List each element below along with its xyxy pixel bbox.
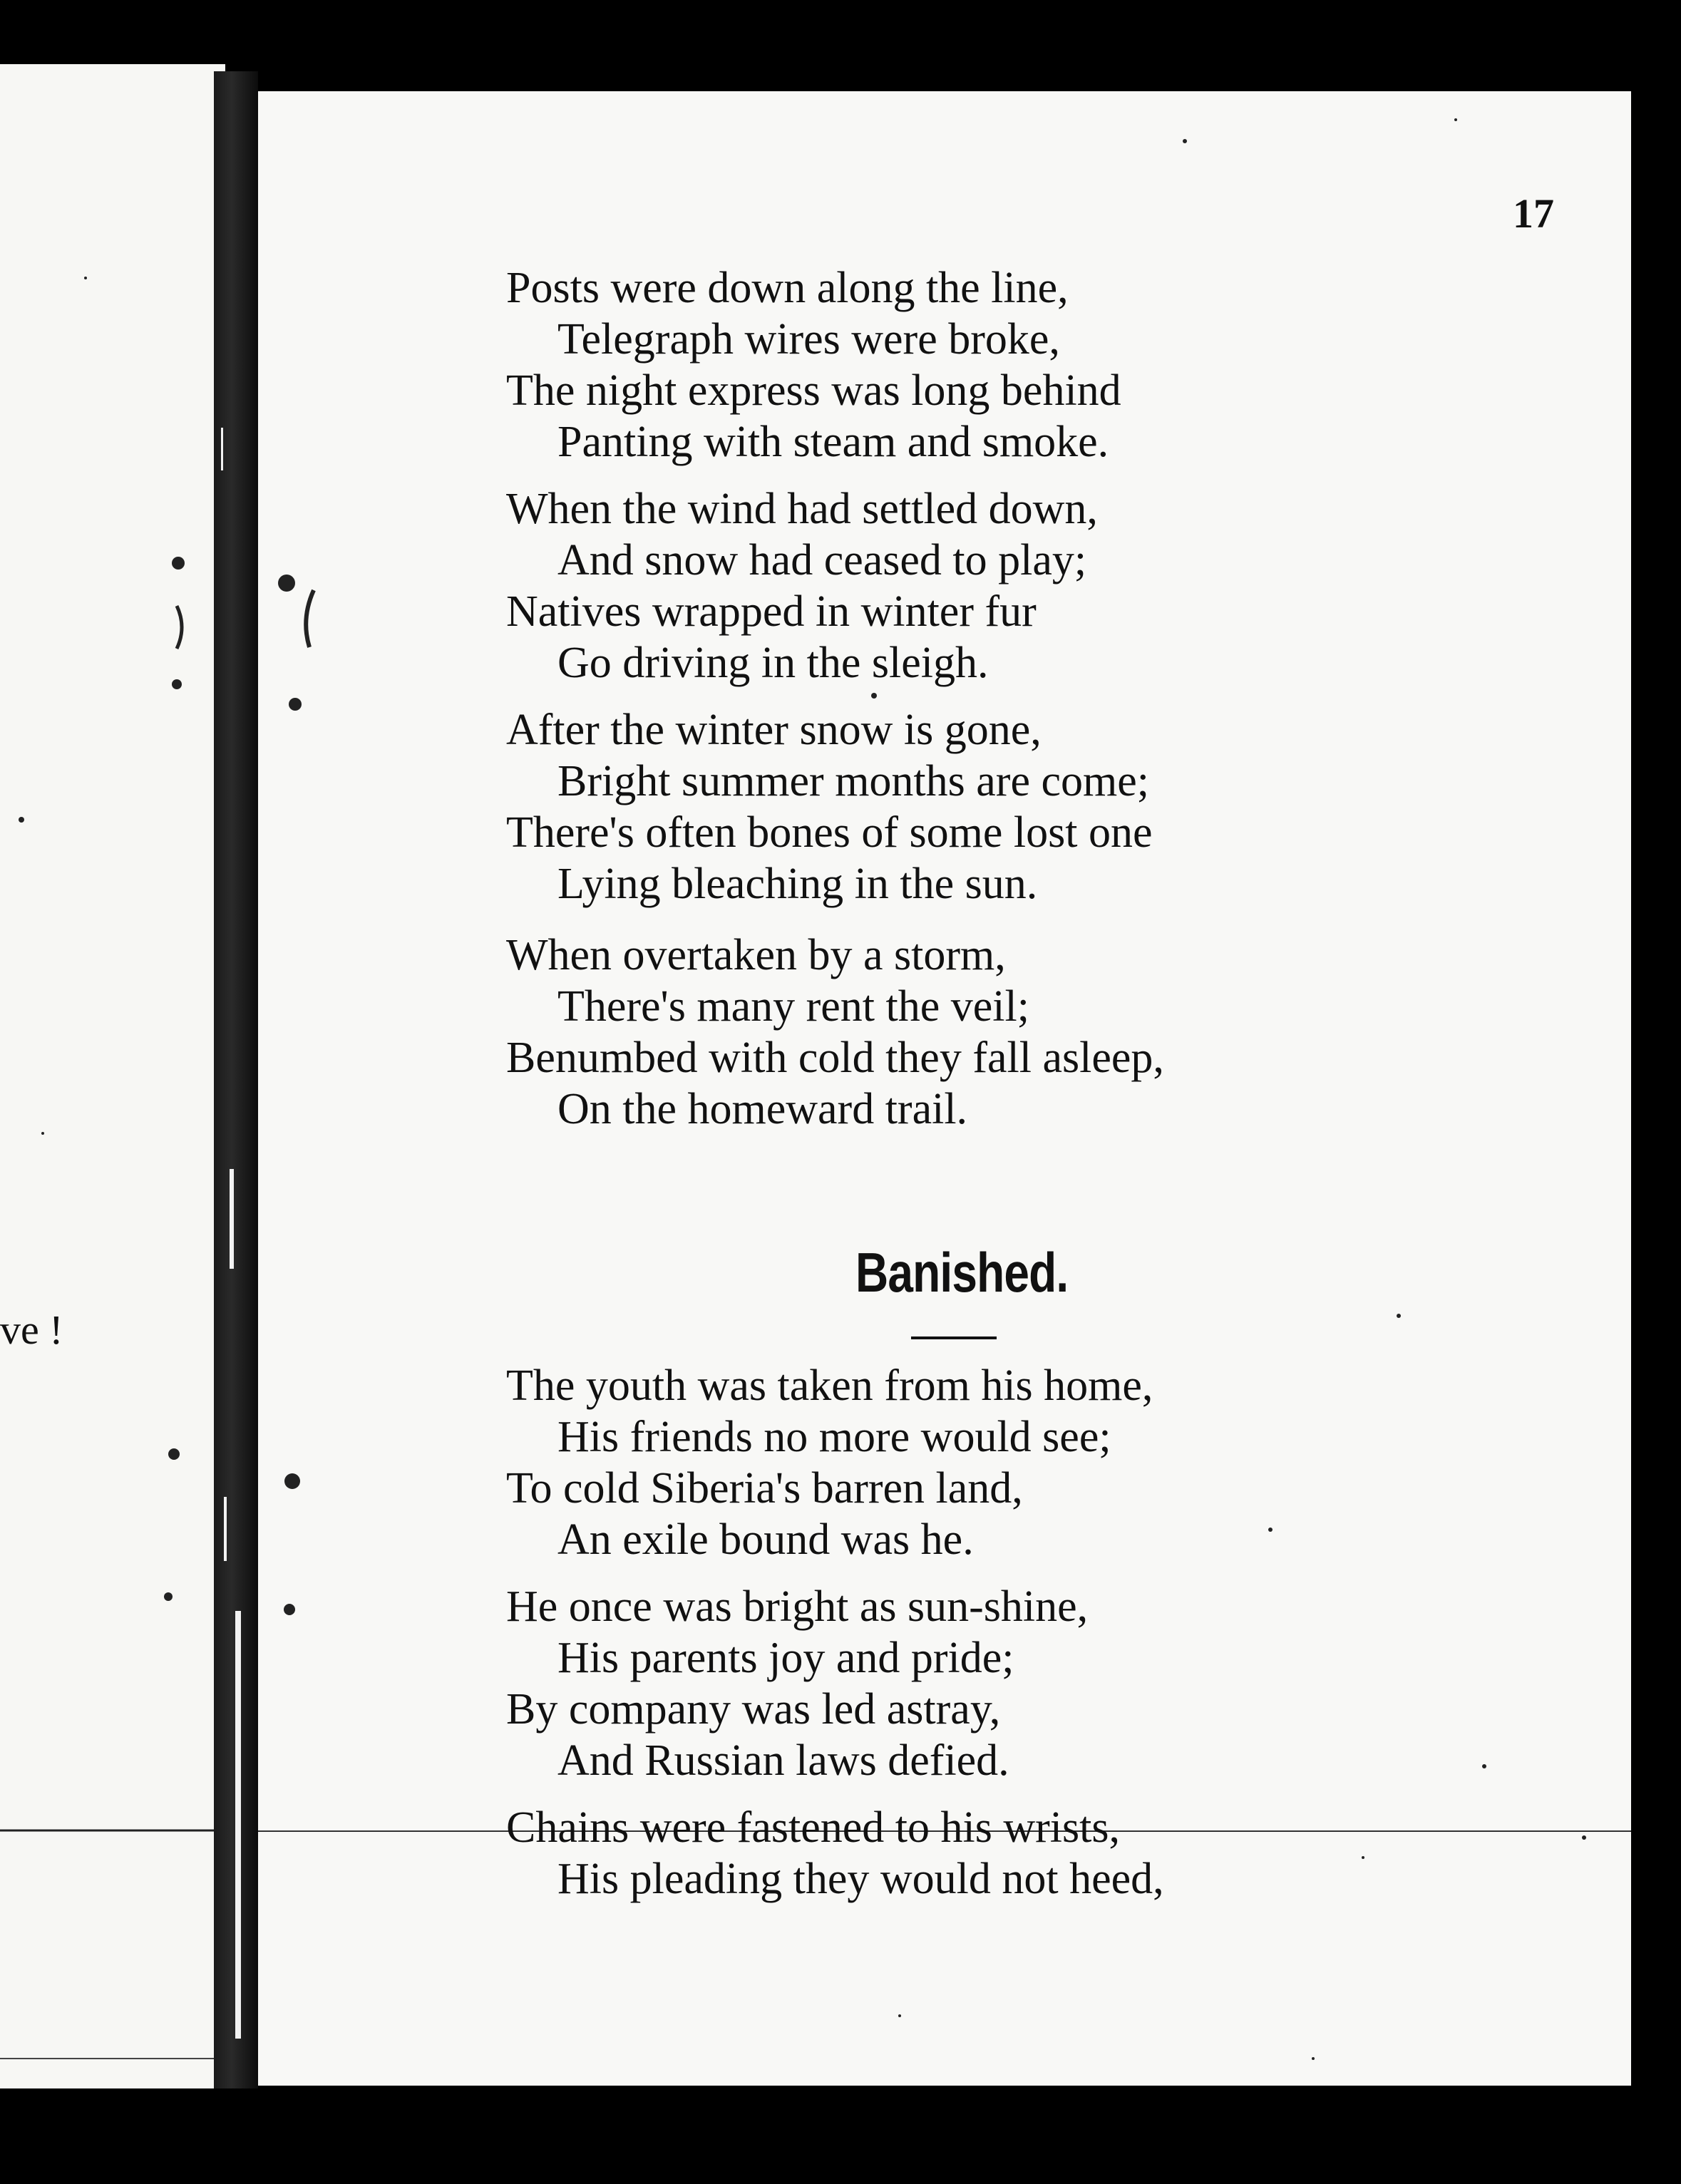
verse-line: His pleading they would not heed, bbox=[557, 1855, 1164, 1903]
page-number: 17 bbox=[1513, 190, 1554, 237]
stanza-5 bbox=[506, 1360, 1153, 1565]
stanza-7 bbox=[506, 1802, 1164, 1905]
verse-line: Telegraph wires were broke, bbox=[557, 315, 1060, 364]
verse-line: Natives wrapped in winter fur bbox=[506, 587, 1037, 636]
left-page-specks bbox=[0, 64, 225, 2088]
verse-line: By company was led astray, bbox=[506, 1685, 1001, 1734]
verse-line: When the wind had settled down, bbox=[506, 485, 1098, 533]
verse-line: Benumbed with cold they fall asleep, bbox=[506, 1034, 1164, 1082]
verse-line: The night express was long behind bbox=[506, 366, 1121, 415]
verse-line: And snow had ceased to play; bbox=[557, 536, 1087, 584]
verse-line: An exile bound was he. bbox=[557, 1515, 974, 1564]
stanza-1 bbox=[506, 262, 1121, 468]
verse-line: After the winter snow is gone, bbox=[506, 706, 1042, 754]
page-gutter bbox=[214, 71, 258, 2088]
verse-line: Chains were fastened to his wrists, bbox=[506, 1803, 1120, 1852]
stanza-6 bbox=[506, 1581, 1088, 1786]
left-page-edge bbox=[0, 64, 225, 2088]
verse-line: Go driving in the sleigh. bbox=[557, 639, 989, 687]
verse-line: The youth was taken from his home, bbox=[506, 1361, 1153, 1410]
verse-line: Bright summer months are come; bbox=[557, 757, 1149, 805]
verse-line: To cold Siberia's barren land, bbox=[506, 1464, 1023, 1513]
stanza-3 bbox=[506, 704, 1153, 910]
verse-line: On the homeward trail. bbox=[557, 1085, 968, 1133]
verse-line: There's often bones of some lost one bbox=[506, 808, 1153, 857]
verse-line: There's many rent the veil; bbox=[557, 982, 1029, 1031]
verse-line: Lying bleaching in the sun. bbox=[557, 860, 1038, 908]
stanza-2 bbox=[506, 483, 1098, 689]
verse-line: And Russian laws defied. bbox=[557, 1736, 1009, 1785]
verse-line: His friends no more would see; bbox=[557, 1413, 1111, 1461]
verse-line: Posts were down along the line, bbox=[506, 264, 1069, 312]
left-page-text-fragment: ve ! bbox=[0, 1307, 63, 1353]
verse-line: Panting with steam and smoke. bbox=[557, 418, 1109, 466]
verse-line: When overtaken by a storm, bbox=[506, 931, 1006, 979]
verse-line: He once was bright as sun-shine, bbox=[506, 1582, 1089, 1631]
verse-line: His parents joy and pride; bbox=[557, 1634, 1014, 1682]
gutter-marks bbox=[214, 71, 258, 2088]
poem-title: Banished. bbox=[855, 1241, 1069, 1304]
book-page bbox=[258, 91, 1631, 2086]
stanza-4 bbox=[506, 929, 1164, 1135]
title-underline bbox=[911, 1336, 997, 1339]
